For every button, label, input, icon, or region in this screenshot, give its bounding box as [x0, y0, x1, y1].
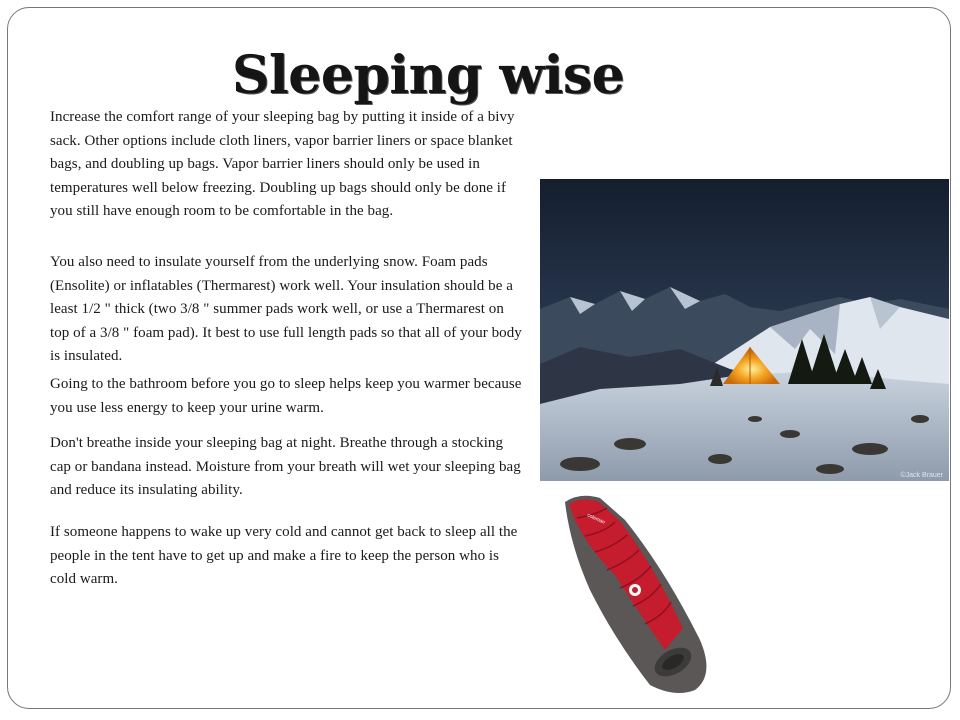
paragraph-insulation: You also need to insulate yourself from the underlying snow. Foam pads (Ensolite) or inflatables (Thermarest) work well. Your insulation should be a least 1/2 " thick (two 3/8 " summer pads work well, or use a Thermarest on top of a 3/8 " foam pad). It best to use full length pads so that all of your body is insulated. — [50, 254, 522, 364]
paragraph-bivy-sack: Increase the comfort range of your sleeping bag by putting it inside of a bivy sack. Other options include cloth liners, vapor barrier liners or space blanket bags, and doubling up bags. Vapor barrier liners should only be used in temperatures well below freezing. Doubling up bags should only be done if you still have enough room to be comfortable in the bag. — [50, 109, 515, 219]
winter-camp-illustration — [540, 179, 949, 481]
sleeping-bag-illustration — [555, 490, 725, 695]
slide-title: Sleeping wise — [232, 45, 625, 106]
paragraph-cold-wakeup: If someone happens to wake up very cold and cannot get back to sleep all the people in the tent have to get up and make a fire to keep the person who is cold warm. — [50, 524, 518, 587]
bag-logo-text: coleman — [586, 512, 606, 526]
paragraph-breathing: Don't breathe inside your sleeping bag at night. Breathe through a stocking cap or bandana instead. Moisture from your breath will wet your sleeping bag and reduce its insulating ability. — [50, 435, 521, 498]
winter-camp-photo — [540, 179, 949, 481]
sleeping-bag-image — [555, 490, 725, 695]
paragraph-bathroom: Going to the bathroom before you go to sleep helps keep you warmer because you use less energy to keep your urine warm. — [50, 376, 522, 416]
photo-credit: ©Jack Brauer — [900, 472, 943, 479]
